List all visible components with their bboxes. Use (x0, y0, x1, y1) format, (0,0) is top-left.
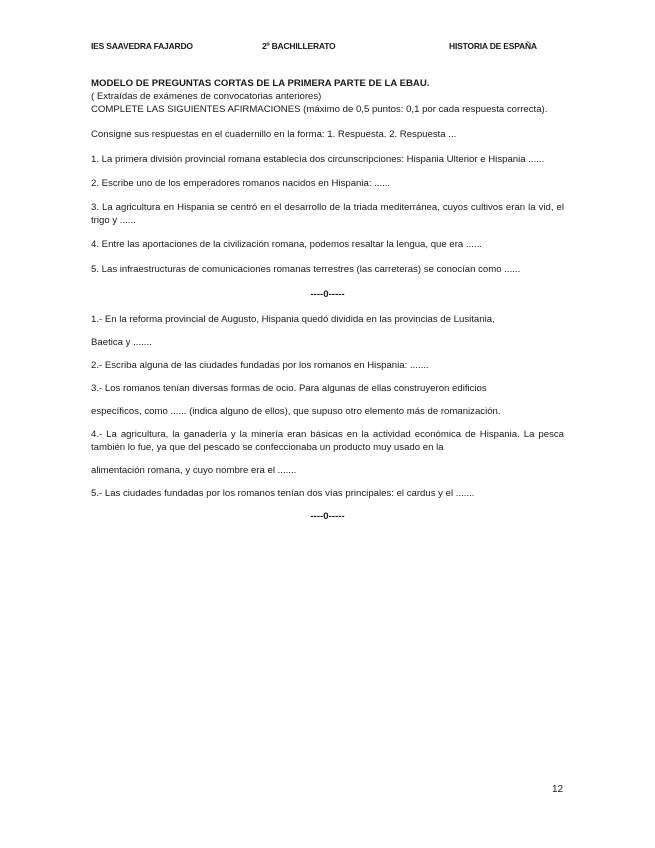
answer-instructions: Consigne sus respuestas en el cuadernillo en la forma: 1. Respuesta. 2. Respuesta ... (91, 129, 457, 140)
question-b3-cont: específicos, como ...... (indica alguno de ellos), que supuso otro elemento más de romanización. (91, 406, 501, 417)
separator-end: ----0----- (310, 511, 345, 522)
question-4: 4. Entre las aportaciones de la civilización romana, podemos resaltar la lengua, que era ...... (91, 239, 482, 250)
question-3: 3. La agricultura en Hispania se centró en el desarrollo de la triada mediterránea, cuyos cultivos eran la vid, el trigo y ...... (91, 202, 564, 226)
question-5: 5. Las infraestructuras de comunicaciones romanas terrestres (las carreteras) se conocían como ...... (91, 264, 521, 275)
header-school: IES SAAVEDRA FAJARDO (91, 41, 193, 51)
question-b5: 5.- Las ciudades fundadas por los romanos tenían dos vías principales: el cardus y el ....... (91, 488, 475, 499)
question-b4-cont: alimentación romana, y cuyo nombre era el ....... (91, 465, 297, 476)
page-number: 12 (552, 784, 564, 795)
header-subject: HISTORIA DE ESPAÑA (449, 41, 537, 51)
question-b1: 1.- En la reforma provincial de Augusto, Hispania quedó dividida en las provincias de Lusitania, (91, 314, 495, 325)
document-body (91, 77, 564, 523)
question-1: 1. La primera división provincial romana establecía dos circunscripciones: Hispania Ulterior e Hispania ...... (91, 154, 545, 165)
question-b1-cont: Baetica y ....... (91, 337, 152, 348)
question-b3: 3.- Los romanos tenían diversas formas de ocio. Para algunas de ellas construyeron edificios (91, 383, 487, 394)
header-course: 2º BACHILLERATO (262, 41, 336, 51)
question-2: 2. Escribe uno de los emperadores romanos nacidos en Hispania: ...... (91, 178, 391, 189)
instructions: COMPLETE LAS SIGUIENTES AFIRMACIONES (máximo de 0,5 puntos: 0,1 por cada respuesta correcta). (91, 104, 548, 115)
document-title: MODELO DE PREGUNTAS CORTAS DE LA PRIMERA PARTE DE LA EBAU. (91, 78, 430, 89)
question-b2: 2.- Escriba alguna de las ciudades fundadas por los romanos en Hispania: ....... (91, 360, 429, 371)
separator: ----0----- (310, 289, 345, 300)
question-b4: 4.- La agricultura, la ganadería y la minería eran básicas en la actividad económica de Hispania. La pesca también lo fue, ya que del pescado se confeccionaba un producto muy usado en la (91, 429, 564, 453)
document-subtitle: ( Extraídas de exámenes de convocatorias anteriores) (91, 91, 322, 102)
